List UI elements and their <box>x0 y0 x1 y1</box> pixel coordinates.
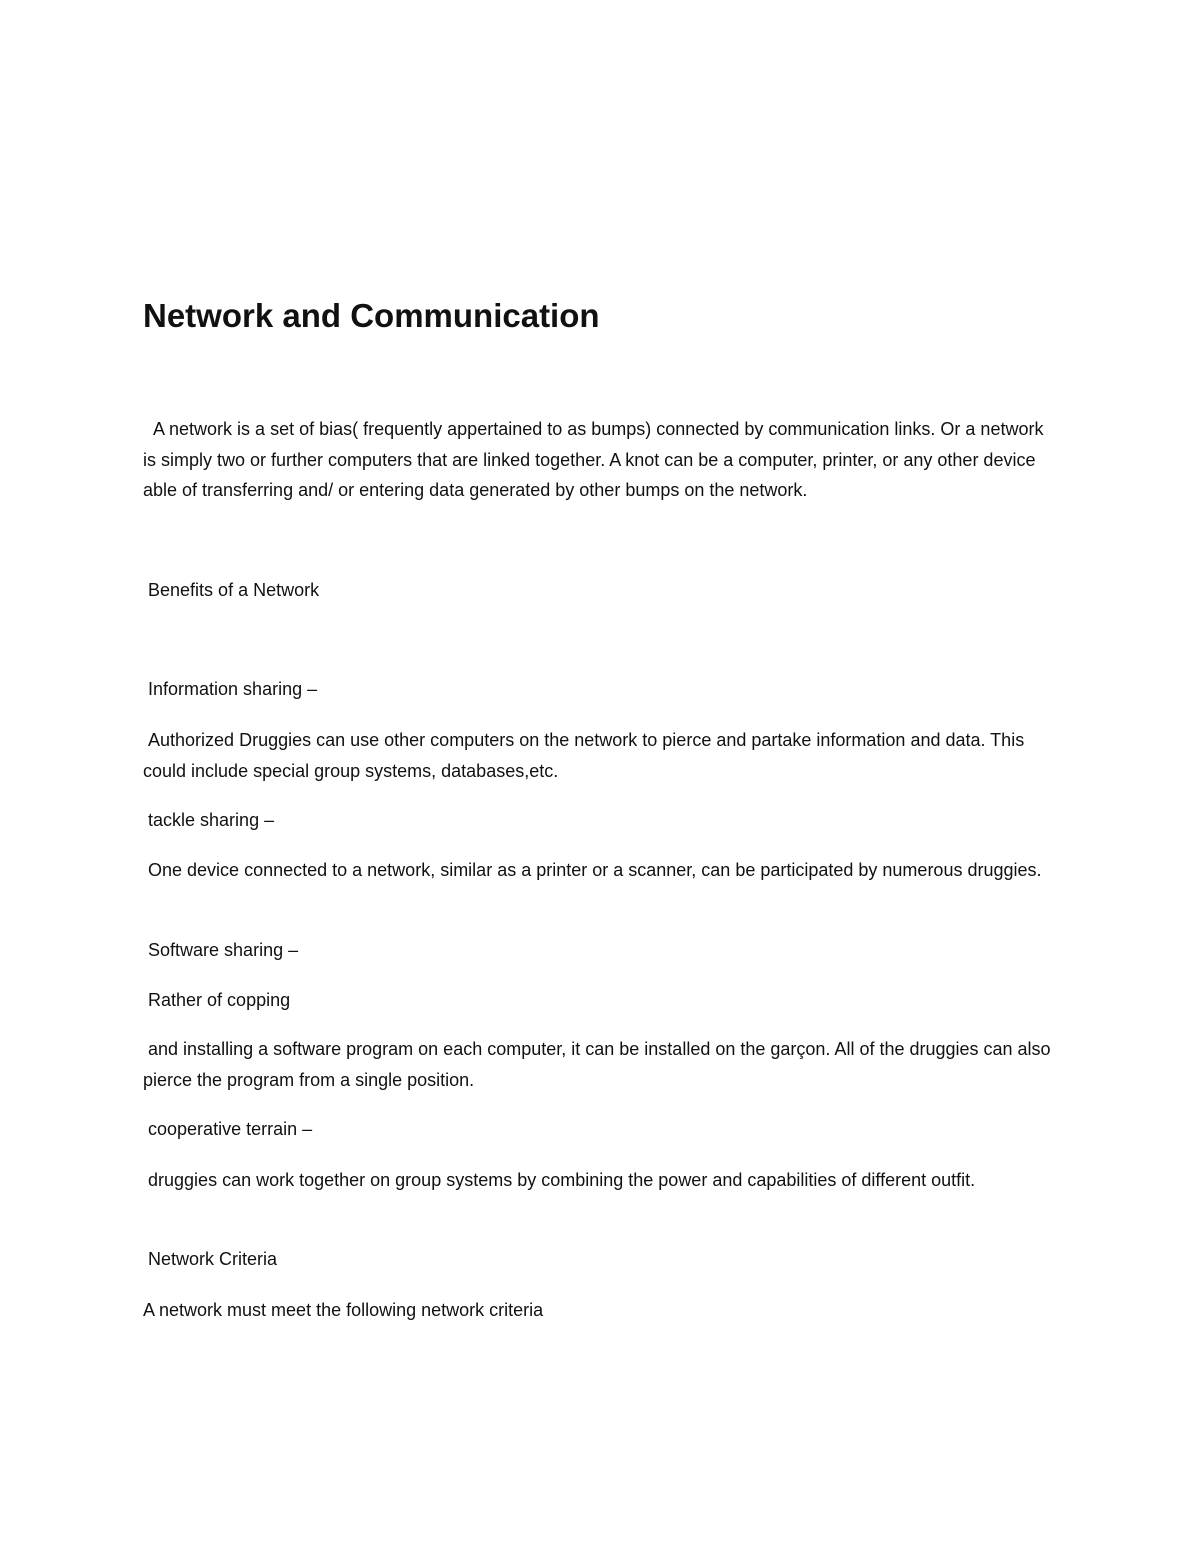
software-sharing-paragraph-1: Rather of copping <box>143 990 291 1010</box>
info-sharing-paragraph: Authorized Druggies can use other computers on the network to pierce and partake information and data. This could include special group systems, databases,etc. <box>143 730 1030 781</box>
tackle-sharing-paragraph: One device connected to a network, similar as a printer or a scanner, can be participated by numerous druggies. <box>143 860 1042 880</box>
software-sharing-heading: Software sharing – <box>143 940 299 960</box>
info-sharing-heading: Information sharing – <box>143 679 318 699</box>
software-sharing-paragraph-2: and installing a software program on each computer, it can be installed on the garçon. All of the druggies can also pierce the program from a single position. <box>143 1039 1056 1090</box>
criteria-paragraph: A network must meet the following network criteria <box>143 1300 544 1320</box>
tackle-sharing-heading: tackle sharing – <box>143 810 275 830</box>
cooperative-heading: cooperative terrain – <box>143 1119 313 1139</box>
intro-paragraph: A network is a set of bias( frequently appertained to as bumps) connected by communication links. Or a network is simply two or further computers that are linked together. A knot can be a computer, printer, or any other device able of transferring and/ or entering data generated by other bumps on the network. <box>143 419 1049 500</box>
cooperative-paragraph: druggies can work together on group systems by combining the power and capabilities of different outfit. <box>143 1170 976 1190</box>
document-title: Network and Communication <box>143 297 600 334</box>
criteria-heading: Network Criteria <box>143 1249 278 1269</box>
benefits-heading: Benefits of a Network <box>143 580 320 600</box>
